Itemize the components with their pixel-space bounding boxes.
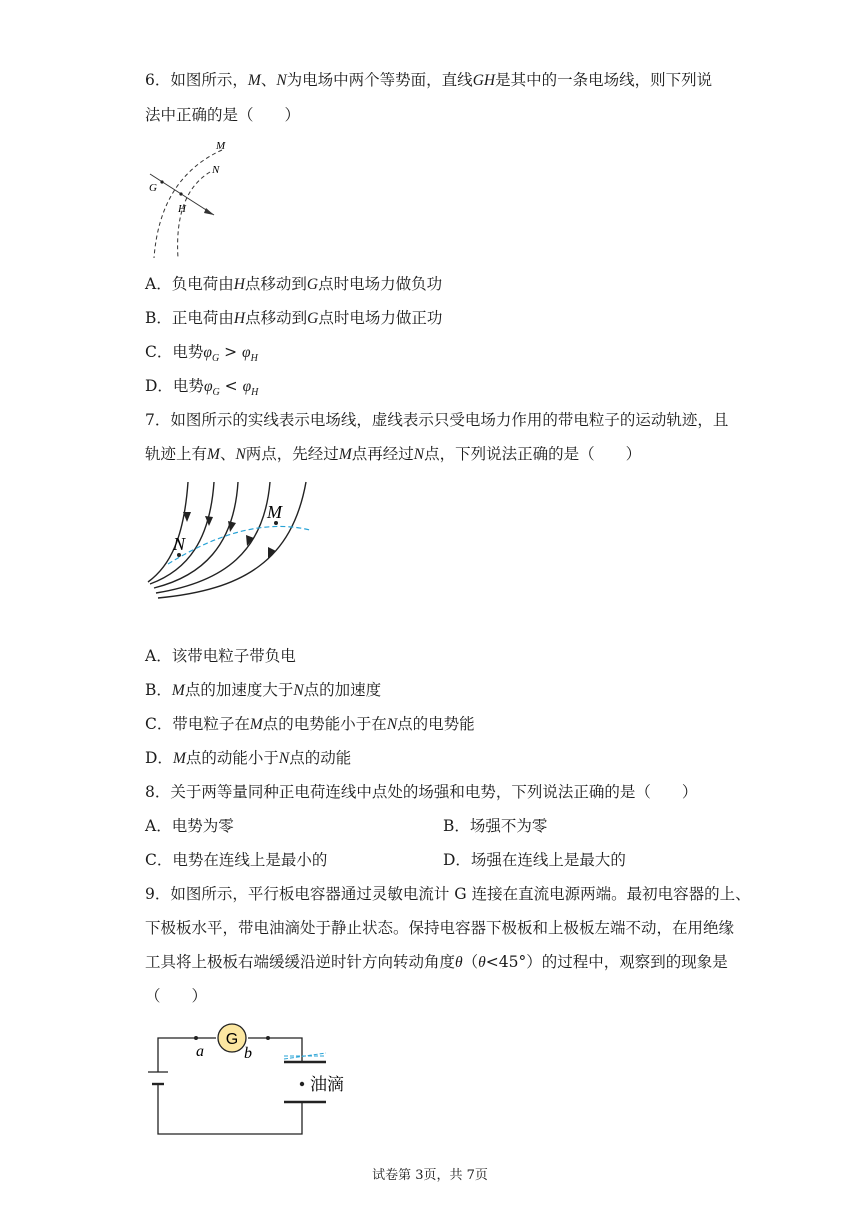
q7-option-d: D．M点的动能小于N点的动能 bbox=[145, 749, 352, 767]
q6-stem-line1: 6．如图所示，M、N为电场中两个等势面，直线GH是其中的一条电场线，则下列说 bbox=[145, 71, 713, 89]
oil-drop-label: 油滴 bbox=[310, 1075, 344, 1095]
q7-option-b: B．M点的加速度大于N点的加速度 bbox=[145, 681, 382, 699]
oil-drop bbox=[300, 1082, 304, 1086]
q9-stem-line1: 9．如图所示，平行板电容器通过灵敏电流计 G 连接在直流电源两端。最初电容器的上、 bbox=[145, 885, 751, 903]
q9-circuit-figure bbox=[148, 1018, 378, 1140]
q6-option-c: C．电势$\varphi_G > \varphi_H$ bbox=[145, 343, 258, 364]
q9-stem-line4: （ ） bbox=[145, 987, 208, 1005]
q6-option-d: D．电势$\varphi_G < \varphi_H$ bbox=[145, 377, 259, 398]
wire-top-right bbox=[248, 1038, 302, 1062]
q6-stem-line2: 法中正确的是（ ） bbox=[145, 106, 301, 124]
q6-option-b: B．正电荷由H点移动到G点时电场力做正功 bbox=[145, 309, 443, 327]
q6-option-a: A．负电荷由H点移动到G点时电场力做负功 bbox=[145, 275, 443, 293]
field-line-1 bbox=[148, 482, 188, 582]
q8-option-c: C．电势在连线上是最小的 bbox=[145, 851, 328, 869]
point-h bbox=[179, 192, 182, 195]
label-n: N bbox=[212, 164, 220, 176]
point-b bbox=[266, 1036, 270, 1040]
label-g: G bbox=[149, 182, 157, 194]
label-n: N bbox=[173, 534, 186, 554]
q6-figure bbox=[140, 138, 240, 260]
page-footer: 试卷第 3页，共 7页 bbox=[372, 1168, 488, 1183]
q9-stem-line2: 下极板水平，带电油滴处于静止状态。保持电容器下极板和上极板左端不动，在用绝缘 bbox=[145, 919, 735, 937]
q8-stem: 8．关于两等量同种正电荷连线中点处的场强和电势，下列说法正确的是（ ） bbox=[145, 783, 698, 801]
label-m: M bbox=[267, 502, 282, 522]
q8-option-d: D．场强在连线上是最大的 bbox=[443, 851, 626, 869]
q8-option-b: B．场强不为零 bbox=[443, 817, 548, 835]
point-g bbox=[160, 180, 163, 183]
q7-stem-line2: 轨迹上有M、N两点，先经过M点再经过N点，下列说法正确的是（ ） bbox=[145, 445, 642, 463]
q8-option-a: A．电势为零 bbox=[145, 817, 234, 835]
label-b: b bbox=[244, 1045, 252, 1062]
q7-option-a: A．该带电粒子带负电 bbox=[145, 647, 296, 665]
wire-bottom bbox=[158, 1084, 302, 1134]
equipotential-n bbox=[178, 172, 210, 258]
point-a bbox=[194, 1036, 198, 1040]
q7-figure bbox=[140, 478, 320, 606]
q7-option-c: C．带电粒子在M点的电势能小于在N点的电势能 bbox=[145, 715, 475, 733]
galvanometer-label: G bbox=[225, 1031, 239, 1048]
q9-stem-line3: 工具将上极板右端缓缓沿逆时针方向转动角度θ（θ<45°）的过程中，观察到的现象是 bbox=[145, 953, 728, 971]
arrow-3 bbox=[228, 521, 236, 532]
wire-top-left bbox=[158, 1038, 216, 1072]
field-line-3 bbox=[154, 482, 238, 588]
label-h: H bbox=[178, 203, 186, 215]
label-m: M bbox=[216, 140, 226, 152]
field-line-2 bbox=[150, 482, 214, 584]
label-a: a bbox=[196, 1043, 204, 1060]
q7-stem-line1: 7．如图所示的实线表示电场线，虚线表示只受电场力作用的带电粒子的运动轨迹，且 bbox=[145, 411, 729, 429]
